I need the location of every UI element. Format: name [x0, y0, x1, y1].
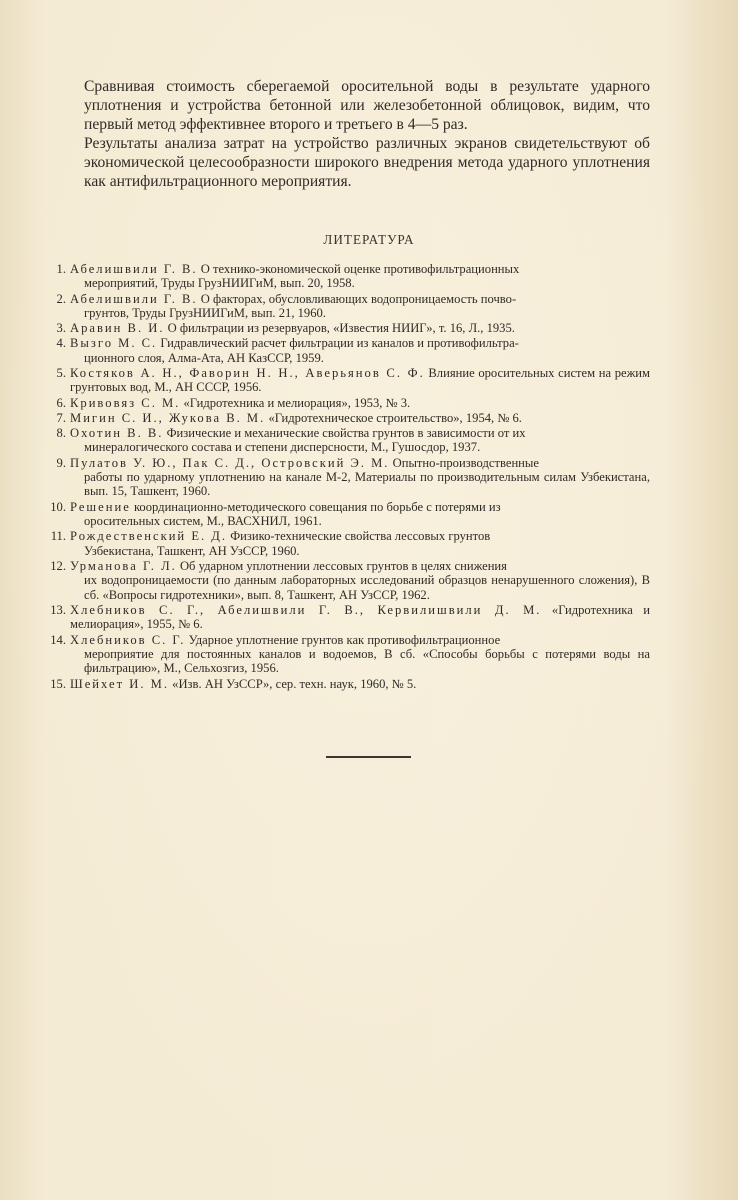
reference-item: [46, 366, 650, 395]
reference-number: 15.: [50, 676, 66, 691]
reference-author: Урманова Г. Л.: [70, 558, 177, 573]
reference-line: Об ударном уплотнении лессовых грунтов в целях снижения: [179, 558, 507, 573]
reference-item: [46, 321, 650, 335]
reference-number: 8.: [56, 426, 66, 441]
reference-text: [70, 456, 650, 499]
reference-line: координационно-методического совещания по борьбе с потерями из: [133, 499, 501, 514]
reference-author: Шейхет И. М.: [70, 676, 169, 691]
reference-line: ционного слоя, Алма-Ата, АН КазССР, 1959.: [84, 350, 324, 365]
paragraph-1: Сравнивая стоимость сберегаемой оросительной воды в результате ударного уплотнения и устройства бетонной или железобетонной облицовок, видим, что первый метод эффективнее второго и третьего в 4—5 раз.: [84, 78, 650, 133]
reference-item: [46, 456, 650, 499]
reference-line: Опытно-производственные: [392, 455, 539, 470]
reference-line: О факторах, обусловливающих водопроницаемость почво-: [200, 291, 517, 306]
reference-number: 12.: [50, 558, 66, 573]
reference-text: [70, 529, 650, 558]
reference-number: 6.: [56, 395, 66, 410]
reference-text: [70, 677, 650, 691]
reference-text: [70, 426, 650, 455]
reference-line: «Гидротехническое строительство», 1954, № 6.: [268, 410, 522, 425]
reference-text: [70, 366, 650, 395]
reference-text: [70, 321, 650, 335]
end-rule: [326, 756, 411, 758]
reference-text: [70, 396, 650, 410]
reference-item: [46, 292, 650, 321]
reference-text: [70, 633, 650, 676]
reference-line: оросительных систем, М., ВАСХНИЛ, 1961.: [84, 514, 322, 529]
reference-number: 10.: [50, 499, 66, 514]
reference-line: мероприятий, Труды ГрузНИИГиМ, вып. 20, 1958.: [84, 276, 355, 291]
literature-heading: ЛИТЕРАТУРА: [323, 232, 415, 247]
reference-line: Ударное уплотнение грунтов как противофильтрационное: [188, 632, 501, 647]
reference-item: [46, 500, 650, 529]
reference-line: О технико-экономической оценке противофильтрационных: [200, 262, 520, 276]
reference-author: Вызго М. С.: [70, 336, 158, 351]
reference-line: «Гидротехника и мелиорация», 1953, № 3.: [183, 395, 411, 410]
reference-item: [46, 603, 650, 632]
reference-author: Аравин В. И.: [70, 321, 165, 336]
reference-author: Решение: [70, 499, 131, 514]
reference-number: 4.: [56, 336, 66, 351]
reference-number: 3.: [56, 321, 66, 336]
reference-item: [46, 633, 650, 676]
reference-list: [46, 262, 650, 692]
reference-item: [46, 396, 650, 410]
reference-text: [70, 262, 650, 291]
reference-item: [46, 411, 650, 425]
reference-line: «Гидротехника и мелиорация», 1955, № 6.: [70, 602, 650, 632]
reference-author: Пулатов У. Ю., Пак С. Д., Островский Э. М.: [70, 455, 390, 470]
reference-author: Кривовяз С. М.: [70, 395, 181, 410]
reference-author: Охотин В. В.: [70, 426, 164, 441]
reference-item: [46, 336, 650, 365]
reference-text: [70, 336, 650, 365]
reference-line: мероприятие для постоянных каналов и водоемов, В сб. «Способы борьбы с потерями воды на фильтрацию», М., Сельхозгиз, 1956.: [84, 646, 650, 676]
reference-author: Хлебников С. Г.: [70, 632, 186, 647]
reference-line: Физические и механические свойства грунтов в зависимости от их: [166, 426, 526, 441]
body-text: [84, 77, 650, 191]
reference-line: Гидравлический расчет фильтрации из каналов и противофильтра-: [160, 336, 519, 351]
paragraph-2: Результаты анализа затрат на устройство различных экранов свидетельствуют об экономической целесообразности широкого внедрения метода ударного уплотнения как антифильтрационного мероприятия.: [84, 135, 650, 190]
reference-author: Хлебников С. Г., Абелишвили Г. В., Кервилишвили Д. М.: [70, 602, 542, 617]
reference-author: Рождественский Е. Д.: [70, 529, 228, 544]
reference-number: 5.: [56, 366, 66, 381]
reference-number: 13.: [50, 602, 66, 617]
reference-item: [46, 262, 650, 291]
reference-line: О фильтрации из резервуаров, «Известия НИИГ», т. 16, Л., 1935.: [167, 321, 515, 336]
reference-number: 7.: [56, 410, 66, 425]
reference-author: Абелишвили Г. В.: [70, 291, 198, 306]
reference-author: Абелишвили Г. В.: [70, 262, 198, 276]
reference-text: [70, 603, 650, 632]
reference-text: [70, 559, 650, 602]
reference-text: [70, 411, 650, 425]
reference-number: 14.: [50, 632, 66, 647]
reference-number: 11.: [50, 529, 66, 544]
reference-line: работы по ударному уплотнению на канале М-2, Материалы по производительным силам Узбекистана, вып. 15, Ташкент, 1960.: [84, 470, 650, 499]
reference-number: 2.: [56, 291, 66, 306]
reference-line: Влияние оросительных систем на режим грунтовых вод, М., АН СССР, 1956.: [70, 366, 651, 395]
reference-author: Костяков А. Н., Фаворин Н. Н., Аверьянов С. Ф.: [70, 366, 425, 381]
reference-line: грунтов, Труды ГрузНИИГиМ, вып. 21, 1960.: [84, 306, 326, 321]
reference-item: [46, 559, 650, 602]
reference-text: [70, 500, 650, 529]
reference-line: Узбекистана, Ташкент, АН УзССР, 1960.: [84, 543, 300, 558]
reference-number: 1.: [56, 262, 66, 276]
reference-author: Мигин С. И., Жукова В. М.: [70, 410, 266, 425]
reference-line: Физико-технические свойства лессовых грунтов: [230, 529, 491, 544]
reference-item: [46, 426, 650, 455]
reference-item: [46, 529, 650, 558]
reference-line: «Изв. АН УзССР», сер. техн. наук, 1960, № 5.: [172, 676, 417, 691]
reference-number: 9.: [56, 455, 66, 470]
reference-line: их водопроницаемости (по данным лабораторных исследований образцов ненарушенного сложения), В сб. «Вопросы гидротехники», вып. 8, Ташкент, АН УзССР, 1962.: [84, 573, 650, 602]
reference-item: [46, 677, 650, 691]
reference-text: [70, 292, 650, 321]
reference-line: минералогического состава и степени дисперсности, М., Гушосдор, 1937.: [84, 440, 481, 455]
